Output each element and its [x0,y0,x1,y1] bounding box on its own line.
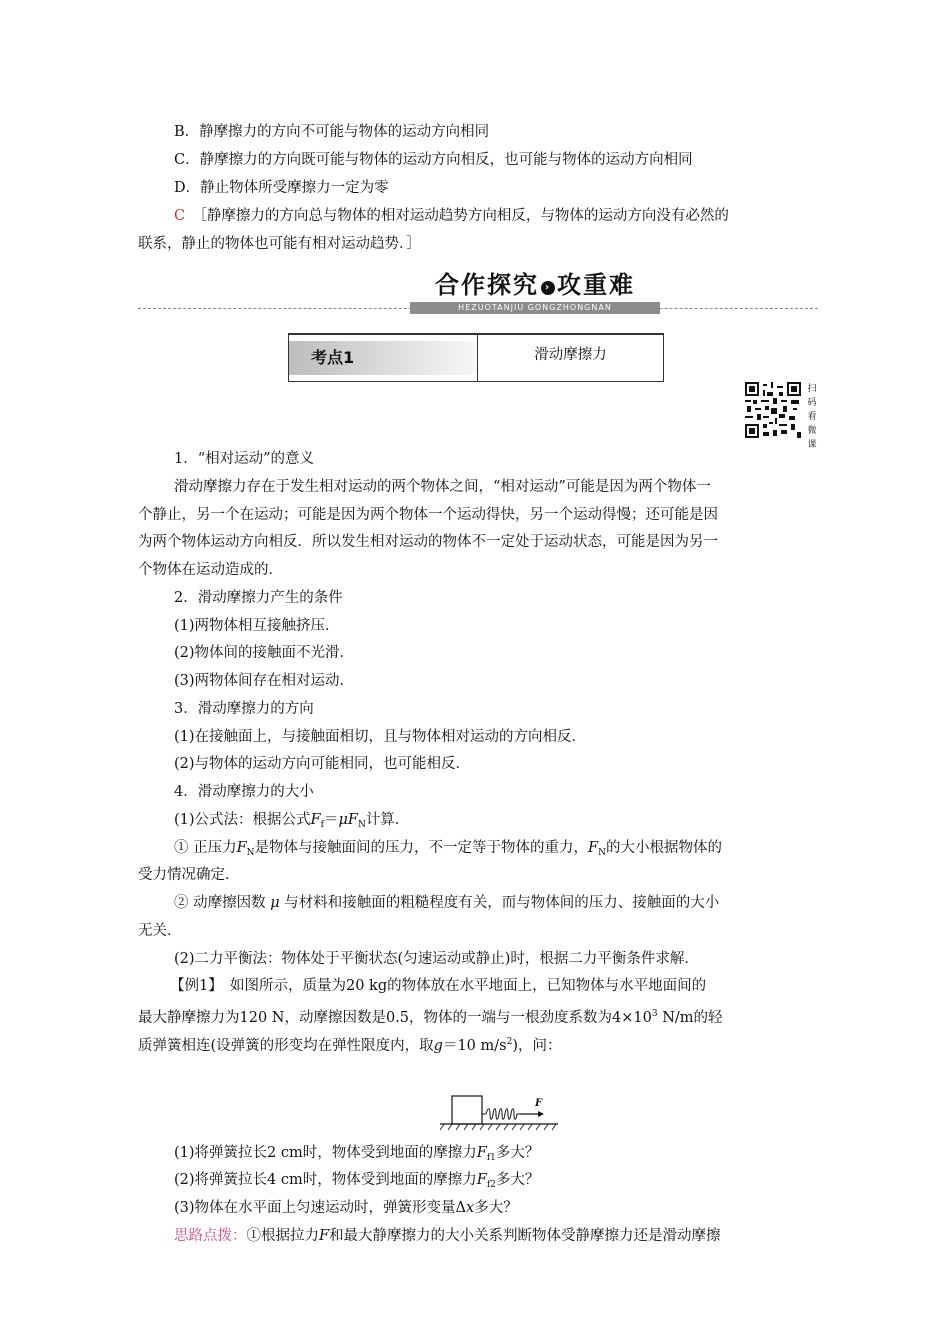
arrow-right-icon [538,1111,544,1117]
s1-title: 1．“相对运动”的意义 [174,451,315,467]
chevron-right-icon: › [541,281,555,295]
section-banner [410,268,660,314]
s4-item-1 [174,810,818,835]
block-shape [452,1096,482,1124]
question-3-text: (3)物体在水平面上匀速运动时，弹簧形变量Δ [174,1200,467,1216]
question-2-f: F [476,1172,487,1188]
question-1-f: F [476,1145,487,1161]
s4-c1-text-b: 是物体与接触面间的压力，不一定等于物体的重力， [254,840,589,856]
qr-caption: 扫码看微课 [807,384,817,450]
formula-f-sub: f [320,820,324,830]
question-3-tail: 多大？ [474,1200,518,1216]
hint-label: 思路点拨： [174,1228,247,1244]
question-3-x: x [466,1200,475,1216]
formula-eq: ＝ [323,812,339,828]
question-1-sub: f1 [486,1153,496,1163]
qr-code-icon[interactable] [745,382,801,438]
s4-c2-text-a: ② 动摩擦因数 [174,895,271,911]
s3-item-2: (2)与物体的运动方向可能相同，也可能相反． [174,756,471,772]
example-line-2 [138,1004,818,1028]
banner-title [410,268,660,302]
s1-para-line-4: 个物体在运动造成的． [138,562,283,578]
force-label: F [535,1098,543,1109]
example-text-1: 如图所示，质量为20 kg的物体放在水平地面上，已知物体与水平地面间的 [215,978,707,994]
question-1-tail: 多大？ [495,1145,540,1161]
topic-name: 滑动摩擦力 [534,347,607,363]
s4-title: 4．滑动摩擦力的大小 [174,784,314,800]
ground-hatch [440,1124,556,1130]
banner-title-left: 合作探究 [435,271,539,299]
answer-explain-1: ［静摩擦力的方向总与物体的相对运动趋势方向相反，与物体的运动方向没有必然的 [199,208,729,224]
topic-label: 考点1 [289,341,477,375]
option-d: D．静止物体所受摩擦力一定为零 [174,180,389,196]
question-3 [174,1198,818,1218]
s4-circle-1-line-2: 受力情况确定． [138,867,240,883]
question-1-text: (1)将弹簧拉长2 cm时，物体受到地面的摩擦力 [174,1145,477,1161]
banner-subtitle: HEZUOTANJIU GONGZHONGNAN [410,302,660,314]
topic-box [288,333,664,382]
s4-c2-text-b: 与材料和接触面的粗糙程度有关，而与物体间的压力、接触面的大小 [279,895,720,911]
answer-explain-2: 联系，静止的物体也可能有相对运动趋势．］ [138,236,421,252]
s4-circle-2-line-1 [174,893,818,913]
s4-c1-fn: F [236,840,247,856]
example-line-3 [138,1032,818,1056]
s4-item-1-tail: 计算． [365,812,410,828]
s1-para-line-2: 个静止，另一个在运动；可能是因为两个物体一个运动得快，另一个运动得慢；还可能是因 [138,507,718,523]
answer-letter: C [174,208,186,224]
s4-circle-2-line-2: 无关． [138,923,182,939]
spring-block-figure [440,1092,560,1134]
example-text-3a: 质弹簧相连(设弹簧的形变均在弹性限度内，取 [138,1038,434,1054]
option-b: B．静摩擦力的方向不可能与物体的运动方向相同 [174,124,490,140]
s4-c1-text-c: 的大小根据物体的 [605,840,722,856]
question-2 [174,1170,818,1195]
s2-item-2: (2)物体间的接触面不光滑． [174,645,355,661]
example-text-2b: N/m的轻 [657,1010,723,1026]
question-1 [174,1143,818,1168]
banner-title-right: 攻重难 [557,271,635,299]
s2-item-3: (3)两物体间存在相对运动． [174,673,355,689]
s3-item-1: (1)在接触面上，与接触面相切，且与物体相对运动的方向相反． [174,729,587,745]
s4-item-2: (2)二力平衡法：物体处于平衡状态(匀速运动或静止)时，根据二力平衡条件求解． [174,951,699,967]
formula-fn-sub: N [357,820,366,830]
option-c: C．静摩擦力的方向既可能与物体的运动方向相反，也可能与物体的运动方向相同 [174,152,693,168]
example-line-1 [170,976,818,996]
s4-item-1-text: (1)公式法：根据公式 [174,812,311,828]
spring-shape [482,1109,520,1120]
s1-para-line-3: 为两个物体运动方向相反．所以发生相对运动的物体不一定处于运动状态，可能是因为另一 [138,534,718,550]
formula-f: F [310,812,321,828]
example-sup-2: 2 [506,1037,513,1047]
example-text-3c: )，问： [512,1038,562,1054]
hint-text-b: 和最大静摩擦力的大小关系判断物体受静摩擦力还是滑动摩擦 [329,1228,721,1244]
s4-c1-fn-sub: N [246,848,255,858]
s2-title: 2．滑动摩擦力产生的条件 [174,590,343,606]
s4-c1-fn2-sub: N [598,848,606,858]
s2-item-1: (1)两物体相互接触挤压． [174,618,340,634]
hint-line [174,1226,818,1246]
hint-f: F [319,1228,330,1244]
example-text-2a: 最大静摩擦力为120 N，动摩擦因数是0.5，物体的一端与一根劲度系数为4×10 [138,1010,652,1026]
s1-para-line-1: 滑动摩擦力存在于发生相对运动的两个物体之间，“相对运动”可能是因为两个物体一 [174,479,711,495]
example-sup-3: 3 [651,1009,658,1019]
example-g: g [433,1038,443,1054]
s4-c2-mu: μ [270,895,280,911]
s3-title: 3．滑动摩擦力的方向 [174,701,314,717]
question-2-sub: f2 [486,1180,496,1190]
question-2-text: (2)将弹簧拉长4 cm时，物体受到地面的摩擦力 [174,1172,477,1188]
example-text-3b: ＝10 m/s [442,1038,507,1054]
question-2-tail: 多大？ [495,1172,540,1188]
s4-c1-text-a: ① 正压力 [174,840,237,856]
s4-c1-fn2: F [588,840,599,856]
formula-mu-fn: μF [338,812,358,828]
s4-circle-1-line-1 [174,838,818,863]
hint-text-a: ①根据拉力 [246,1228,319,1244]
example-tag: 【例1】 [170,978,216,994]
answer-line-1 [174,206,818,226]
